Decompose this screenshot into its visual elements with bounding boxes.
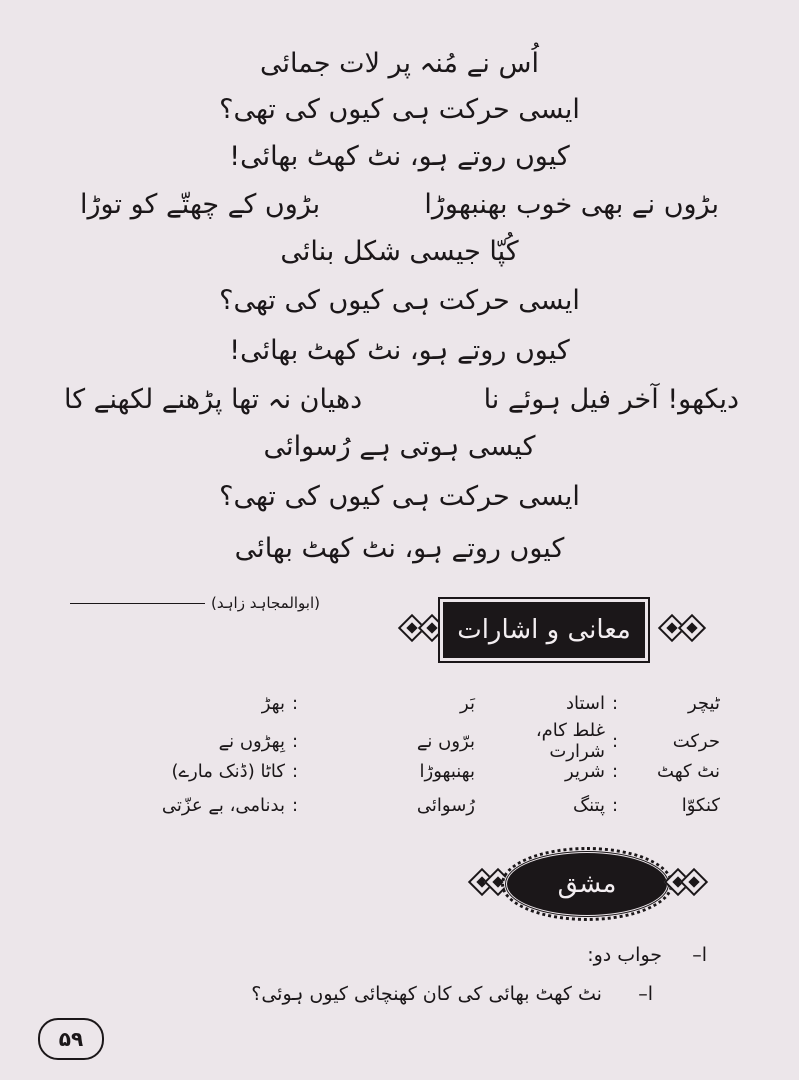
glossary-row [60,754,720,788]
poem-line-left: دھیان نہ تھا پڑھنے لکھنے کا [64,384,363,415]
glossary-meaning: بِھڑوں نے [218,730,285,752]
glossary-table [60,686,720,822]
section-title: معانی و اشارات [438,597,650,663]
glossary-word: کنکوّا [681,794,720,816]
exercise-subquestion [251,983,653,1005]
glossary-meaning: پتنگ [573,794,605,816]
glossary-colon: : [291,692,299,714]
glossary-meaning: بھڑ [261,692,285,714]
glossary-word: رُسوائی [416,794,475,816]
glossary-colon: : [611,730,619,752]
glossary-meaning: غلط کام، شرارت [535,720,605,762]
glossary-colon: : [291,730,299,752]
ornament-diamond-icon [678,614,706,642]
glossary-colon: : [291,794,299,816]
glossary-row [60,788,720,822]
poem-author [70,594,320,612]
poem-line: کیسی ہوتی ہے رُسوائی [263,431,536,462]
question-label: جواب دو: [587,944,663,966]
poem-line: ایسی حرکت ہی کیوں کی تھی؟ [219,285,580,316]
poem-line: کیوں روتے ہو، نٹ کھٹ بھائی [234,533,565,564]
poem-line: کیوں روتے ہو، نٹ کھٹ بھائی! [229,335,570,366]
poem-line-right: دیکھو! آخر فیل ہوئے نا [483,384,739,415]
poem-line: ایسی حرکت ہی کیوں کی تھی؟ [219,481,580,512]
question-number: ا– [692,944,707,966]
subquestion-number: ا– [638,983,653,1005]
poem-line: کُپّا جیسی شکل بنائی [280,236,519,267]
subquestion-text: نٹ کھٹ بھائی کی کان کھنچائی کیوں ہوئی؟ [251,983,602,1005]
ornament-diamond-icon [680,868,708,896]
glossary-word: حرکت [672,730,720,752]
poem-line: ایسی حرکت ہی کیوں کی تھی؟ [219,94,580,125]
poem-line-right: بڑوں نے بھی خوب بھنبھوڑا [424,189,719,220]
glossary-meaning: کاٹا (ڈنک مارے) [171,760,285,782]
glossary-word: بَر [460,692,475,714]
author-name: (ابوالمجاہد زاہد) [211,594,320,612]
section-banner [396,593,716,665]
glossary-word: بھنبھوڑا [419,760,475,782]
page-number: ۵۹ [38,1018,104,1060]
exercise-title: مشق [504,850,670,918]
glossary-colon: : [611,794,619,816]
glossary-row [60,720,720,762]
glossary-word: نٹ کھٹ [657,760,720,782]
glossary-word: ٹیچر [688,692,720,714]
exercise-banner [472,848,702,918]
poem-line: اُس نے مُنہ پر لات جمائی [260,48,539,79]
glossary-word: برّوں نے [416,730,475,752]
glossary-colon: : [291,760,299,782]
glossary-meaning: استاد [565,692,605,714]
exercise-question [587,944,707,966]
poem-line: کیوں روتے ہو، نٹ کھٹ بھائی! [229,141,570,172]
author-rule [70,603,205,604]
glossary-meaning: بدنامی، بے عزّتی [161,794,285,816]
glossary-colon: : [611,760,619,782]
glossary-colon: : [611,692,619,714]
glossary-meaning: شریر [565,760,605,782]
poem-line-left: بڑوں کے چھتّے کو توڑا [80,189,321,220]
glossary-row [60,686,720,720]
